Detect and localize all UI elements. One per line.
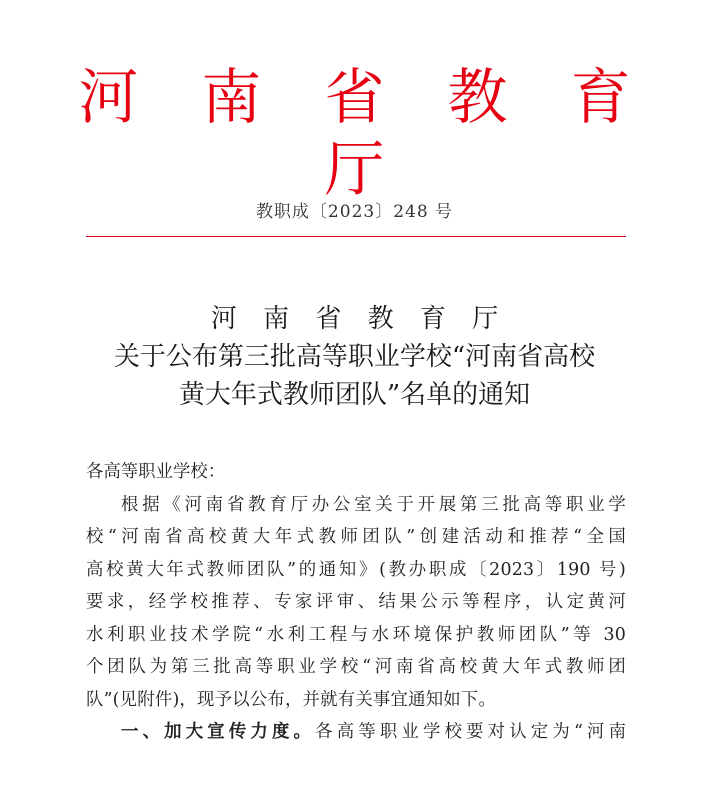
document-number: 教职成〔2023〕248 号 (255, 202, 454, 222)
section-1-text: 各高等职业学校要对认定为“河南 (315, 722, 626, 742)
document-title (0, 300, 709, 414)
paragraph-line: 个团队为第三批高等职业学校“河南省高校黄大年式教师团 (86, 657, 626, 677)
salutation: 各高等职业学校： (86, 462, 226, 482)
title-line-3: 黄大年式教师团队”名单的通知 (178, 380, 531, 410)
section-1 (86, 716, 626, 749)
section-1-heading: 一、加大宣传力度。 (121, 722, 316, 742)
title-line-2: 关于公布第三批高等职业学校“河南省高校 (113, 342, 596, 372)
issuing-authority-header: 河 南 省 教 育 厅 (78, 63, 653, 205)
paragraph-line: 校“河南省高校黄大年式教师团队”创建活动和推荐“全国 (86, 527, 626, 547)
paragraph-line: 根据《河南省教育厅办公室关于开展第三批高等职业学 (121, 494, 626, 515)
red-divider-line (86, 236, 626, 237)
paragraph-line: 队”(见附件)，现予以公布，并就有关事宜通知如下。 (86, 689, 497, 710)
title-line-1: 河 南 省 教 育 厅 (210, 304, 508, 334)
paragraph-line: 要求，经学校推荐、专家评审、结果公示等程序，认定黄河 (86, 592, 626, 612)
paragraph-line: 高校黄大年式教师团队”的通知》(教办职成〔2023〕190 号) (86, 559, 626, 580)
paragraph-line: 水利职业技术学院“水利工程与水环境保护教师团队”等 30 (86, 624, 626, 645)
document-body (86, 456, 626, 749)
